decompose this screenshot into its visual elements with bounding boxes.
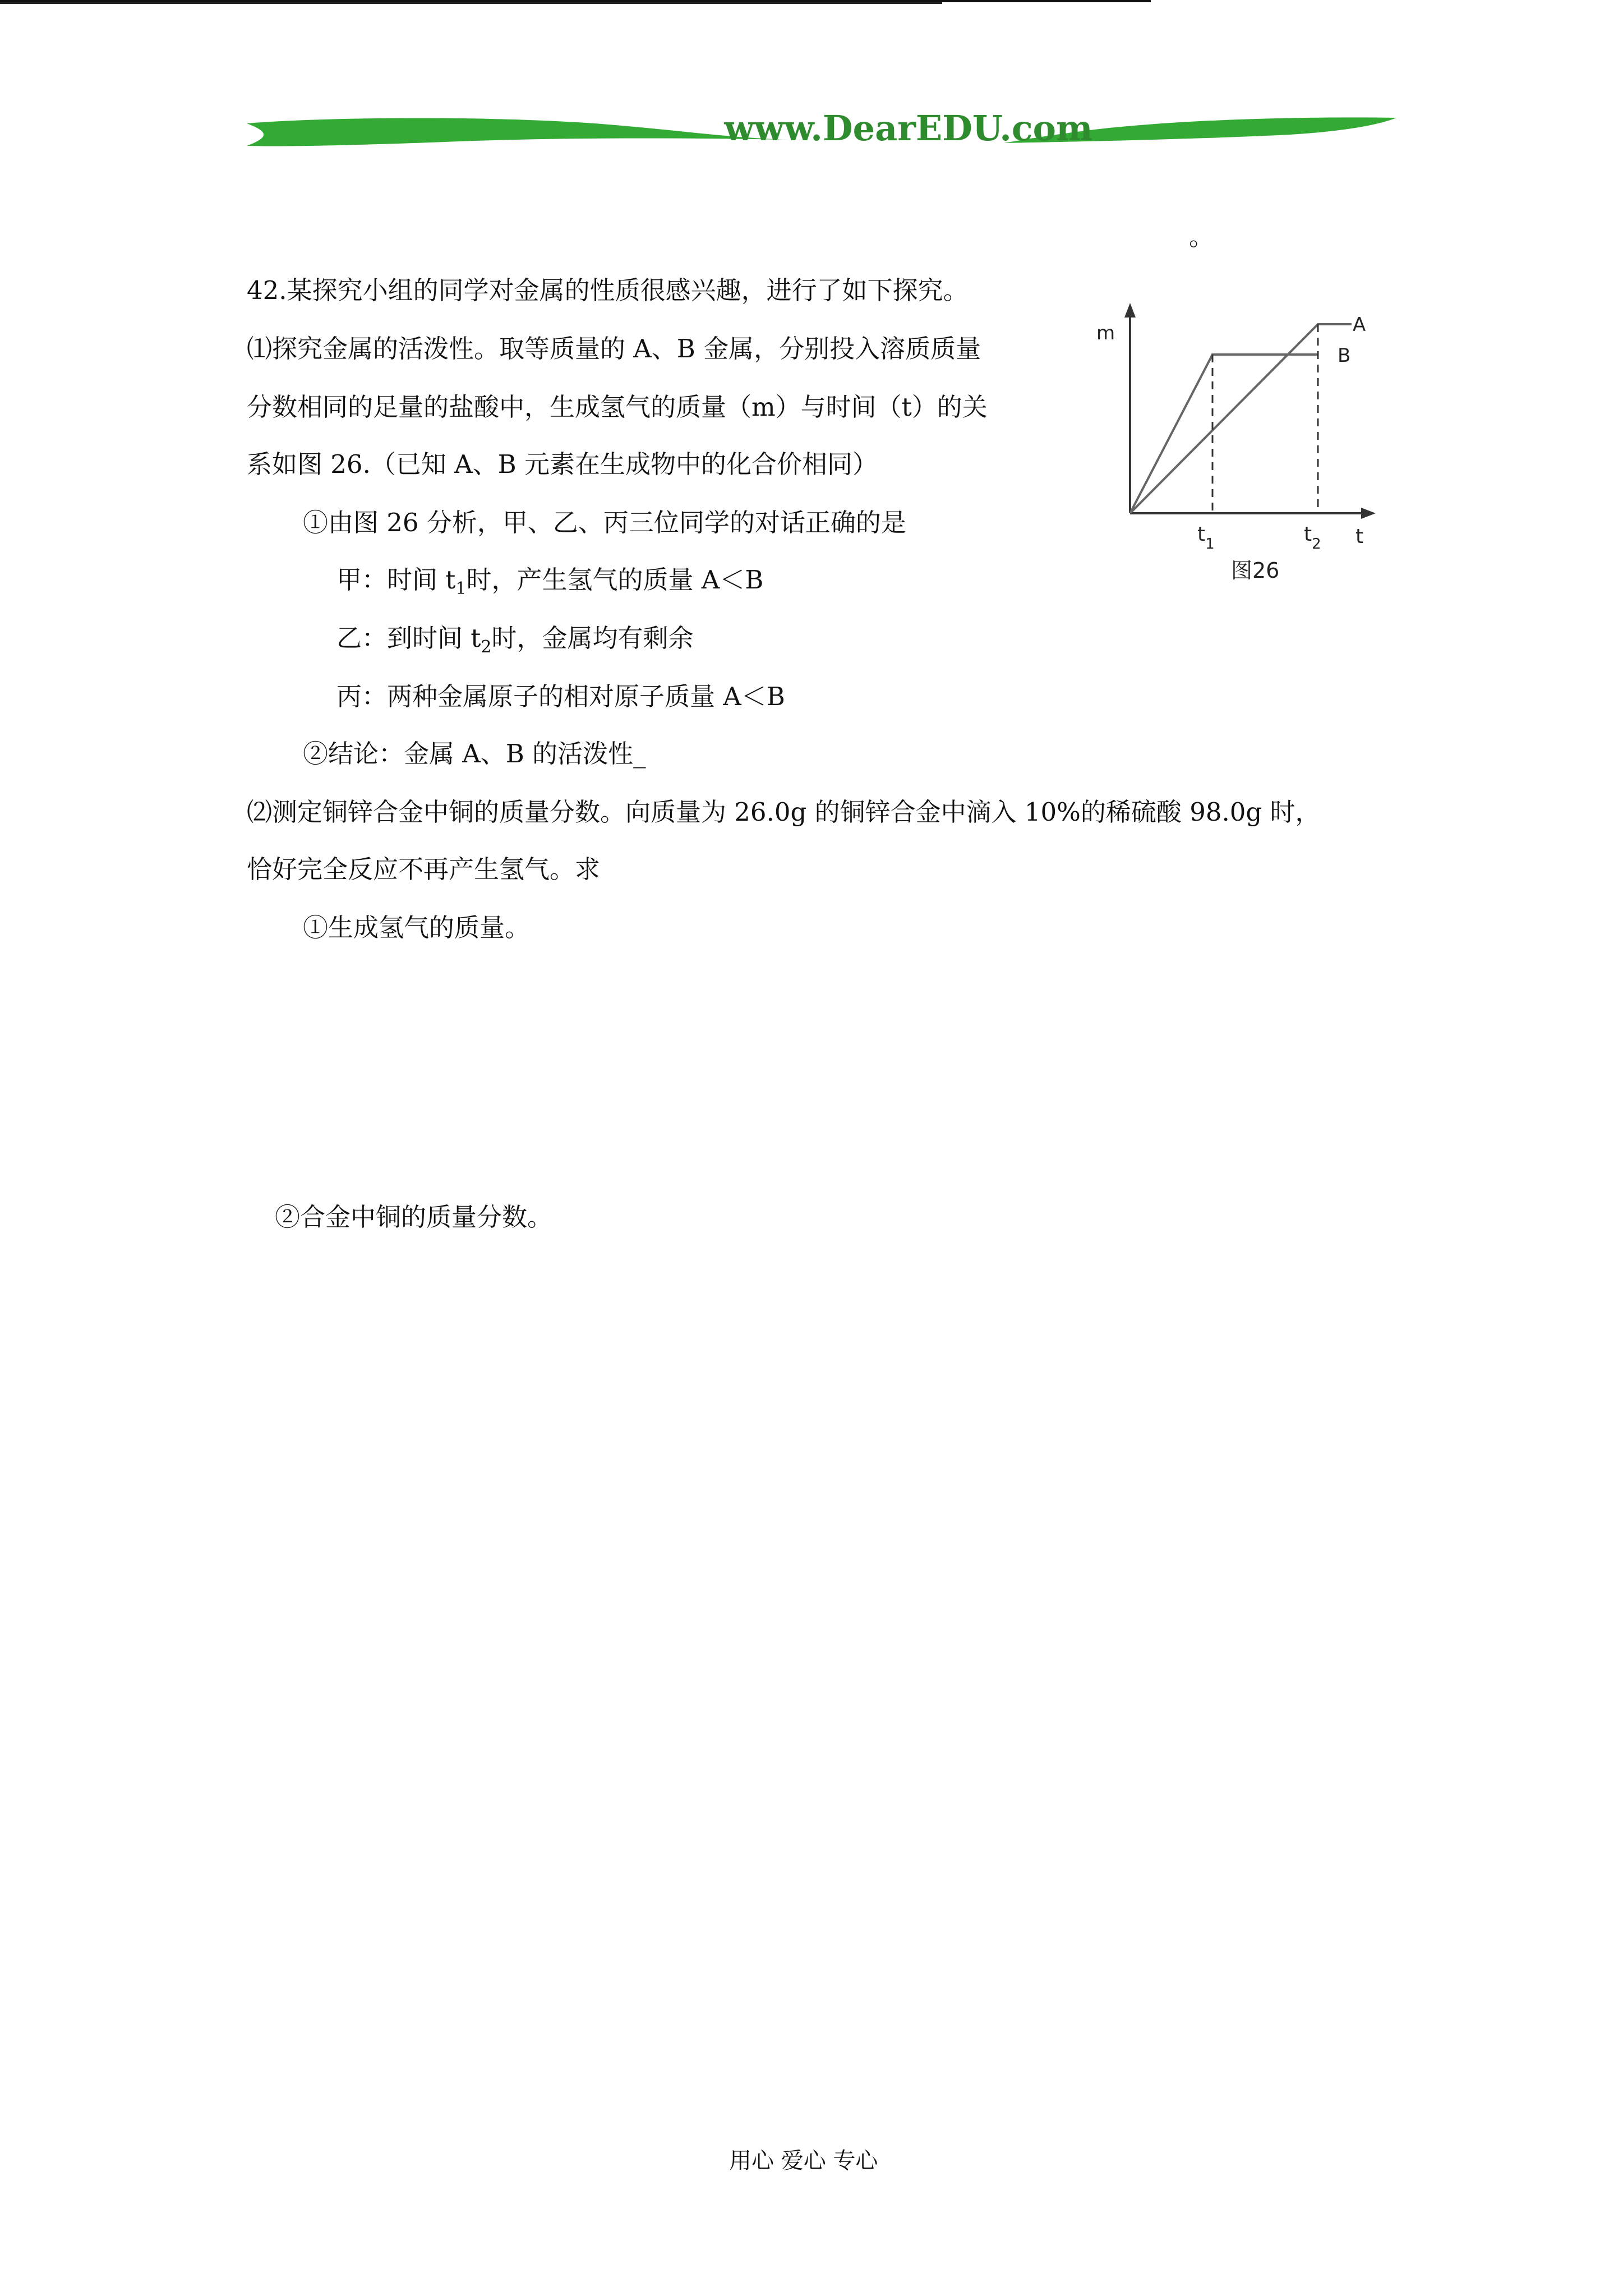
series-b-label: B <box>1338 344 1351 367</box>
statement-yi-sub: 2 <box>481 637 492 657</box>
t2-label <box>1304 523 1321 553</box>
statement-yi-a: 乙：到时间 t <box>336 623 481 653</box>
t2-main: t <box>1304 523 1312 546</box>
series-a-label: A <box>1353 314 1366 336</box>
statement-jia-a: 甲：时间 t <box>336 565 456 595</box>
statement-yi <box>336 622 694 664</box>
calc-question-1: ①生成氢气的质量。 <box>303 913 531 942</box>
t1-sub: 1 <box>1205 536 1215 553</box>
calc-question-2: ②合金中铜的质量分数。 <box>275 1202 553 1232</box>
header-logo <box>247 108 1396 157</box>
part1-line2: 分数相同的足量的盐酸中，生成氢气的质量（m）与时间（t）的关 <box>247 392 988 422</box>
t1-main: t <box>1197 523 1206 546</box>
series-b-line <box>1130 355 1318 513</box>
y-axis-label: m <box>1096 322 1115 344</box>
part2-line1: ⑵测定铜锌合金中铜的质量分数。向质量为 26.0g 的铜锌合金中滴入 10%的稀硫酸 98.0g 时， <box>247 797 1321 827</box>
sub-question-2: ②结论：金属 A、B 的活泼性_ <box>303 739 646 769</box>
t1-label <box>1197 523 1215 553</box>
answer-blank-line <box>0 2 942 4</box>
statement-jia <box>336 563 763 606</box>
y-axis-arrow-icon <box>1124 303 1136 318</box>
figure-26 <box>1096 297 1377 606</box>
x-axis-label: t <box>1355 525 1364 548</box>
sub-question-1: ①由图 26 分析，甲、乙、丙三位同学的对话正确的是 <box>303 508 906 537</box>
statement-jia-b: 时，产生氢气的质量 A＜B <box>466 565 764 595</box>
figure-caption: 图26 <box>1231 558 1280 583</box>
part1-line3: 系如图 26.（已知 A、B 元素在生成物中的化合价相同） <box>247 449 878 479</box>
x-axis-arrow-icon <box>1361 508 1376 519</box>
part2-line2: 恰好完全反应不再产生氢气。求 <box>247 854 601 884</box>
q42-title: 42.某探究小组的同学对金属的性质很感兴趣，进行了如下探究。 <box>247 275 969 305</box>
site-logo-text: www.DearEDU.com <box>724 108 1093 149</box>
t2-sub: 2 <box>1312 536 1321 553</box>
answer-end-mark: 。 <box>1189 222 1215 251</box>
statement-yi-b: 时，金属均有剩余 <box>491 623 694 653</box>
part1-line1: ⑴探究金属的活泼性。取等质量的 A、B 金属，分别投入溶质质量 <box>247 334 981 364</box>
statement-jia-sub: 1 <box>455 579 467 599</box>
page-footer: 用心 爱心 专心 <box>729 2148 878 2174</box>
statement-bing: 丙：两种金属原子的相对原子质量 A＜B <box>336 682 785 711</box>
